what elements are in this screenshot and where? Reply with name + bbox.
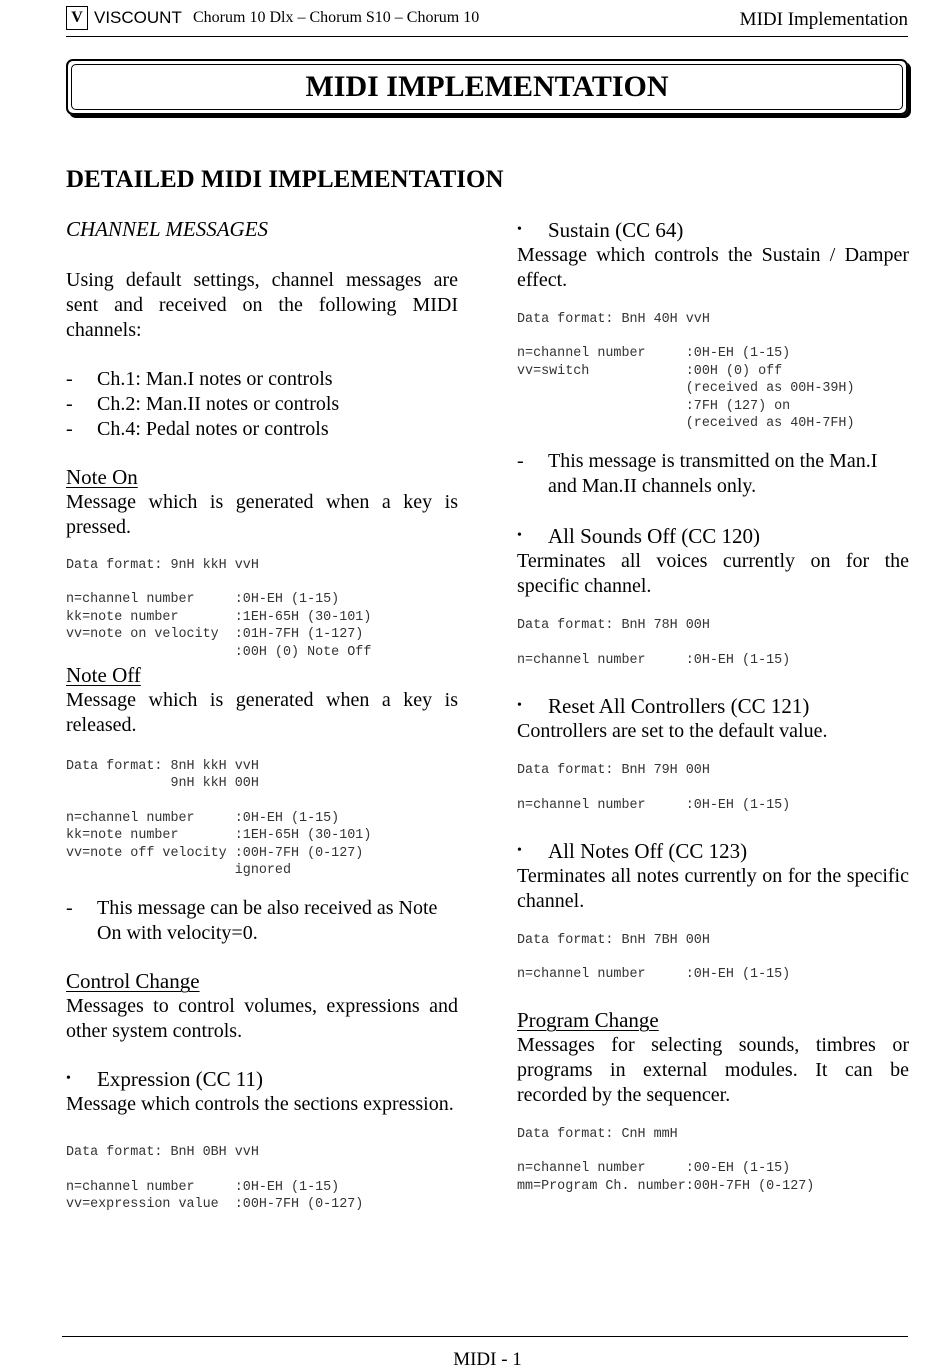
control-change-heading: Control Change	[66, 969, 200, 994]
sustain-params: n=channel number :0H-EH (1-15) vv=switch :00H (0) off (received as 00H-39H) :7FH (127) on (received as 40H-7FH)	[517, 346, 855, 432]
reset-all-controllers-params: n=channel number :0H-EH (1-15)	[517, 797, 791, 813]
note-on-format: Data format: 9nH kkH vvH	[66, 558, 259, 573]
channel-list	[66, 367, 458, 442]
all-notes-off-heading: • All Notes Off (CC 123)	[517, 839, 748, 864]
program-change-heading: Program Change	[517, 1007, 659, 1032]
sustain-format: Data format: BnH 40H vvH	[517, 312, 710, 327]
all-sounds-off-format: Data format: BnH 78H 00H	[517, 618, 710, 634]
expression-format: Data format: BnH 0BH vvH	[66, 1145, 259, 1161]
expression-desc: Message which controls the sections expression.	[66, 1093, 454, 1116]
bullet-icon: •	[517, 528, 522, 544]
all-sounds-off-desc: Terminates all voices currently on for the specific channel.	[517, 550, 909, 598]
bullet-icon: •	[66, 1071, 71, 1087]
note-off-params: n=channel number :0H-EH (1-15) kk=note number :1EH-65H (30-101) vv=note off velocity :00H-7FH (0-127) ignored	[66, 810, 372, 879]
all-notes-off-desc: Terminates all notes currently on for the specific channel.	[517, 865, 909, 913]
header-section: MIDI Implementation	[739, 9, 908, 30]
all-notes-off-format: Data format: BnH 7BH 00H	[517, 933, 710, 949]
channel-messages-heading: CHANNEL MESSAGES	[66, 217, 269, 241]
note-off-remark: - This message can be also received as Note On with velocity=0.	[66, 897, 438, 945]
left-column	[66, 217, 458, 1214]
program-change-desc: Messages for selecting sounds, timbres or programs in external modules. It can be recorded by the sequencer.	[517, 1033, 909, 1106]
reset-all-controllers-desc: Controllers are set to the default value.	[517, 720, 828, 743]
control-change-desc: Messages to control volumes, expressions and other system controls.	[66, 995, 458, 1043]
sustain-heading: • Sustain (CC 64)	[517, 218, 684, 242]
bullet-icon: •	[517, 698, 522, 714]
page-number: MIDI - 1	[453, 1349, 522, 1370]
reset-all-controllers-heading: • Reset All Controllers (CC 121)	[517, 694, 810, 719]
program-change-format: Data format: CnH mmH	[517, 1126, 678, 1142]
all-sounds-off-heading: • All Sounds Off (CC 120)	[517, 524, 760, 549]
list-item: - Ch.2: Man.II notes or controls	[66, 393, 340, 415]
note-on-params: n=channel number :0H-EH (1-15) kk=note number :1EH-65H (30-101) vv=note on velocity :01H-7FH (1-127) :00H (0) Note Off	[66, 592, 372, 660]
expression-params: n=channel number :0H-EH (1-15) vv=expression value :00H-7FH (0-127)	[66, 1179, 364, 1213]
brand-name: VISCOUNT	[94, 8, 182, 27]
right-column	[517, 217, 909, 1195]
note-off-heading: Note Off	[66, 663, 141, 688]
program-change-params: n=channel number :00-EH (1-15) mm=Program Ch. number:00H-7FH (0-127)	[517, 1161, 815, 1194]
note-off-desc: Message which is generated when a key is released.	[66, 689, 458, 737]
sustain-remark: - This message is transmitted on the Man.I and Man.II channels only.	[517, 450, 878, 498]
list-item: - Ch.1: Man.I notes or controls	[66, 368, 333, 390]
viscount-logo: V	[66, 6, 88, 30]
page-header	[66, 6, 908, 37]
expression-heading: • Expression (CC 11)	[66, 1067, 264, 1092]
note-on-heading: Note On	[66, 465, 138, 489]
sustain-desc: Message which controls the Sustain / Damper effect.	[517, 244, 909, 291]
section-title: DETAILED MIDI IMPLEMENTATION	[66, 166, 504, 193]
note-on-desc: Message which is generated when a key is pressed.	[66, 491, 458, 538]
title-frame	[66, 59, 908, 115]
note-off-format: Data format: 8nH kkH vvH 9nH kkH 00H	[66, 759, 259, 792]
page-title: MIDI IMPLEMENTATION	[71, 64, 903, 110]
reset-all-controllers-format: Data format: BnH 79H 00H	[517, 763, 710, 779]
all-notes-off-params: n=channel number :0H-EH (1-15)	[517, 967, 791, 983]
list-item: - Ch.4: Pedal notes or controls	[66, 418, 329, 440]
all-sounds-off-params: n=channel number :0H-EH (1-15)	[517, 652, 791, 668]
bullet-icon: •	[517, 222, 522, 237]
model-names: Chorum 10 Dlx – Chorum S10 – Chorum 10	[193, 9, 480, 26]
bullet-icon: •	[517, 843, 522, 859]
channel-intro: Using default settings, channel messages are sent and received on the following MIDI channels:	[66, 269, 458, 341]
footer-divider	[62, 1336, 908, 1337]
